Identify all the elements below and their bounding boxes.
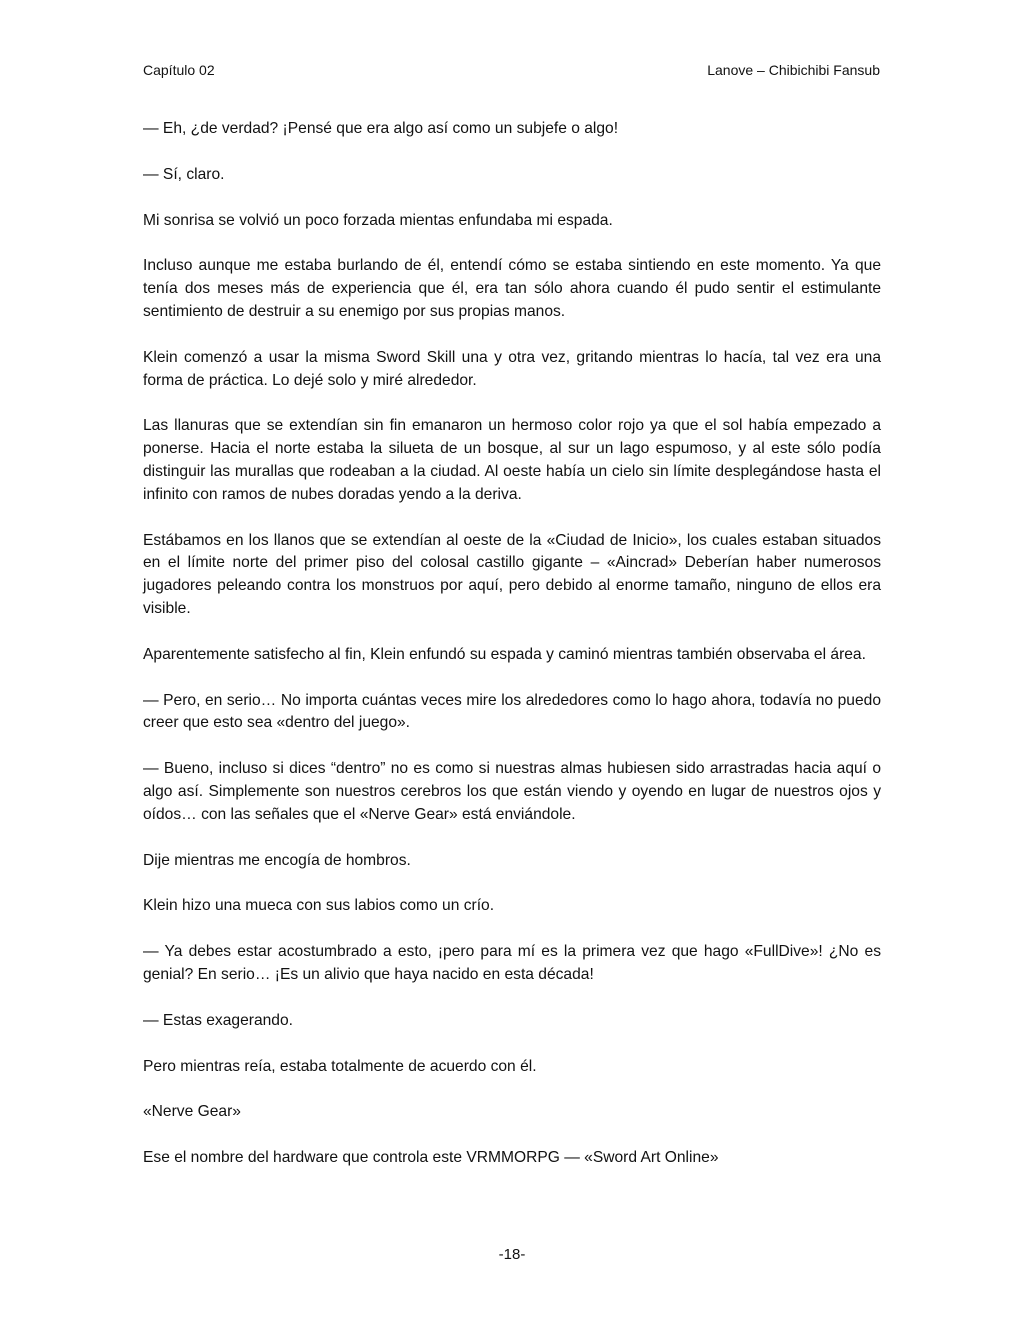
paragraph: — Ya debes estar acostumbrado a esto, ¡pero para mí es la primera vez que hago «FullDive»! ¿No es genial? En serio… ¡Es un alivio que haya nacido en esta década! — [143, 943, 881, 983]
body-text — [143, 118, 881, 1193]
paragraph: Aparentemente satisfecho al fin, Klein enfundó su espada y caminó mientras también observaba el área. — [143, 645, 866, 663]
paragraph: «Nerve Gear» — [143, 1103, 241, 1121]
paragraph: — Sí, claro. — [143, 165, 225, 183]
paragraph: Ese el nombre del hardware que controla este VRMMORPG — «Sword Art Online» — [143, 1149, 719, 1167]
paragraph: Dije mientras me encogía de hombros. — [143, 851, 411, 869]
paragraph: — Eh, ¿de verdad? ¡Pensé que era algo así como un subjefe o algo! — [143, 120, 619, 137]
paragraph: Klein comenzó a usar la misma Sword Skill una y otra vez, gritando mientras lo hacía, tal vez era una forma de práctica. Lo dejé solo y miré alrededor. — [143, 348, 881, 389]
running-header — [143, 60, 880, 80]
page-number: -18- — [498, 1246, 526, 1263]
chapter-label: Capítulo 02 — [143, 62, 215, 78]
publisher-label: Lanove – Chibichibi Fansub — [707, 62, 880, 78]
paragraph: — Bueno, incluso si dices “dentro” no es como si nuestras almas hubiesen sido arrastradas hacia aquí o algo así. Simplemente son nuestros cerebros los que están viendo y oyendo en lugar de nuestros ojos y oídos… con las señales que el «Nerve Gear» está enviándole. — [143, 760, 881, 823]
paragraph: Klein hizo una mueca con sus labios como un crío. — [143, 897, 495, 915]
paragraph: Estábamos en los llanos que se extendían al oeste de la «Ciudad de Inicio», los cuales estaban situados en el límite norte del primer piso del colosal castillo gigante – «Aincrad» Deberían haber numerosos jugadores peleando contra los monstruos por aquí, pero debido al enorme tamaño, ninguno de ellos era visible. — [143, 531, 881, 617]
paragraph: Incluso aunque me estaba burlando de él, entendí cómo se estaba sintiendo en este momento. Ya que tenía dos meses más de experiencia que él, era tan sólo ahora cuando él pudo sentir el estimulante sentimiento de destruir a su enemigo por sus propias manos. — [143, 257, 881, 320]
paragraph: Mi sonrisa se volvió un poco forzada mientas enfundaba mi espada. — [143, 211, 613, 229]
paragraph: Las llanuras que se extendían sin fin emanaron un hermoso color rojo ya que el sol había empezado a ponerse. Hacia el norte estaba la silueta de un bosque, al sur un lago espumoso, y al este sólo podía distinguir las murallas que rodeaban a la ciudad. Al oeste había un cielo sin límite desplegándose hasta el infinito con ramos de nubes doradas yendo a la deriva. — [143, 417, 881, 503]
paragraph: — Estas exagerando. — [143, 1011, 293, 1029]
paragraph: — Pero, en serio… No importa cuántas veces mire los alrededores como lo hago ahora, todavía no puedo creer que esto sea «dentro del juego». — [143, 691, 881, 732]
paragraph: Pero mientras reía, estaba totalmente de acuerdo con él. — [143, 1057, 537, 1075]
